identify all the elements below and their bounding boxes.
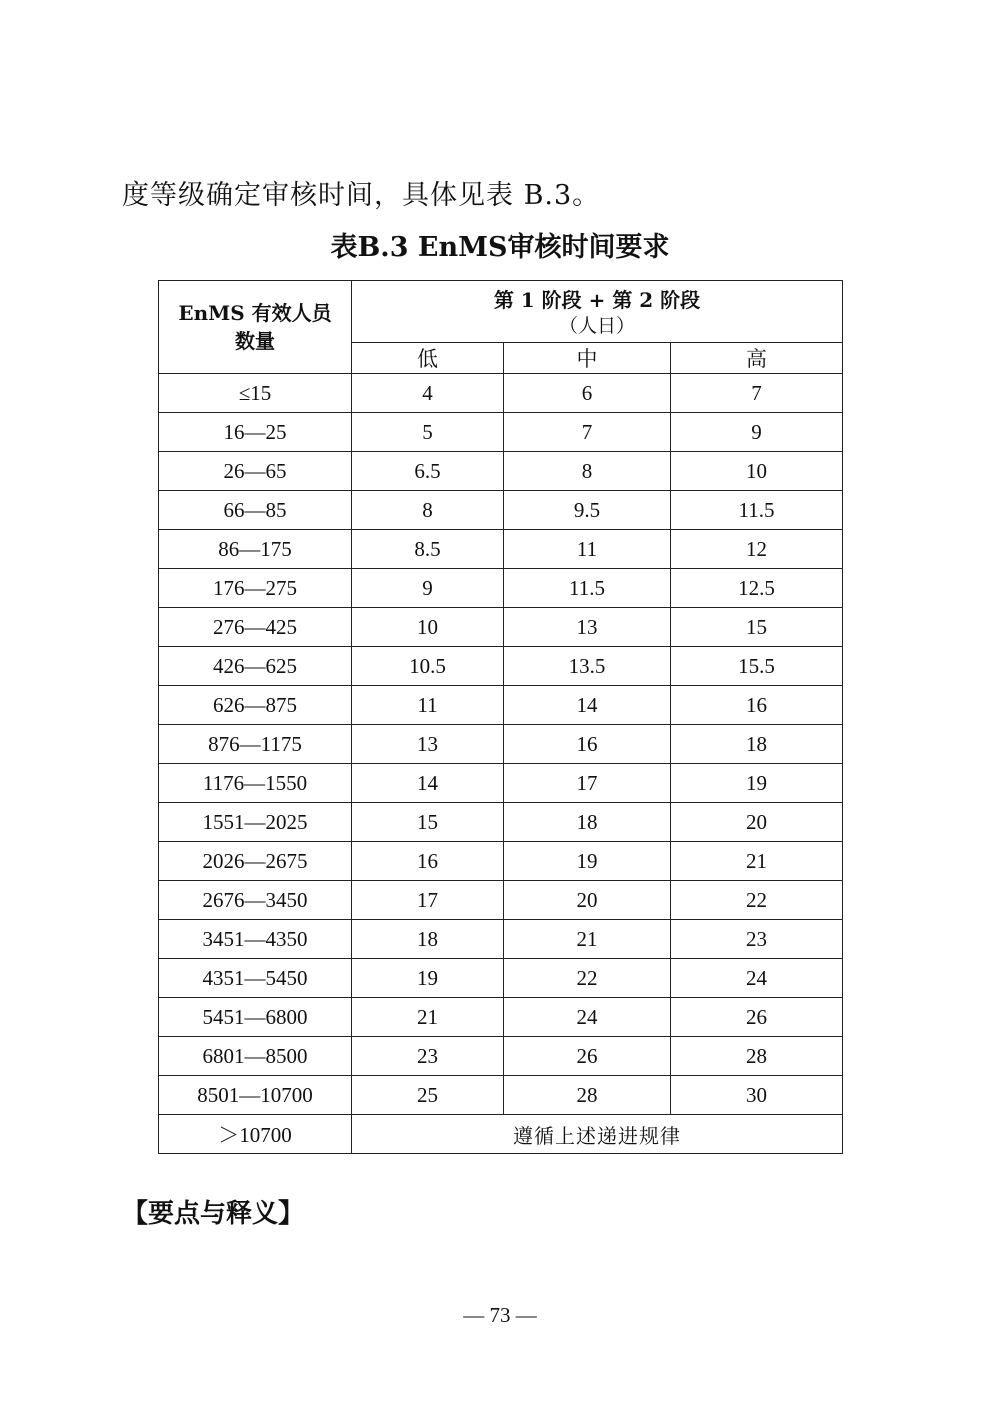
high-value-cell: 12	[671, 530, 843, 569]
table-row	[159, 725, 843, 764]
header-stage-label: 第 1 阶段 + 第 2 阶段	[493, 287, 701, 312]
mid-value-cell: 26	[504, 1037, 671, 1076]
mid-value-cell: 18	[504, 803, 671, 842]
low-value-cell: 11	[352, 686, 504, 725]
high-value-cell: 21	[671, 842, 843, 881]
section-heading: 【要点与释义】	[122, 1199, 305, 1229]
high-value-cell: 22	[671, 881, 843, 920]
header-row-1	[159, 281, 843, 343]
mid-value-cell: 14	[504, 686, 671, 725]
table-row	[159, 452, 843, 491]
staff-range-cell: 4351—5450	[159, 959, 352, 998]
page-number: — 73 —	[463, 1303, 537, 1327]
staff-range-cell: 66—85	[159, 491, 352, 530]
high-value-cell: 9	[671, 413, 843, 452]
staff-range-cell: 86—175	[159, 530, 352, 569]
staff-range-cell: ＞10700	[159, 1115, 352, 1154]
table-row	[159, 1037, 843, 1076]
staff-range-cell: 276—425	[159, 608, 352, 647]
high-value-cell: 10	[671, 452, 843, 491]
low-value-cell: 10.5	[352, 647, 504, 686]
low-value-cell: 23	[352, 1037, 504, 1076]
mid-value-cell: 20	[504, 881, 671, 920]
staff-range-cell: 3451—4350	[159, 920, 352, 959]
staff-range-cell: 876—1175	[159, 725, 352, 764]
staff-range-cell: 626—875	[159, 686, 352, 725]
high-value-cell: 7	[671, 374, 843, 413]
table-row	[159, 530, 843, 569]
header-stage-group	[352, 281, 843, 343]
mid-value-cell: 8	[504, 452, 671, 491]
table-row	[159, 842, 843, 881]
header-staff-count-line2: 数量	[235, 329, 275, 353]
table-row	[159, 569, 843, 608]
low-value-cell: 19	[352, 959, 504, 998]
mid-value-cell: 17	[504, 764, 671, 803]
high-value-cell: 19	[671, 764, 843, 803]
high-value-cell: 28	[671, 1037, 843, 1076]
table-row	[159, 1076, 843, 1115]
high-value-cell: 20	[671, 803, 843, 842]
mid-value-cell: 6	[504, 374, 671, 413]
table-row	[159, 686, 843, 725]
low-value-cell: 18	[352, 920, 504, 959]
header-level-low: 低	[352, 343, 504, 374]
table-row	[159, 413, 843, 452]
mid-value-cell: 22	[504, 959, 671, 998]
table-row	[159, 998, 843, 1037]
table-row	[159, 374, 843, 413]
low-value-cell: 15	[352, 803, 504, 842]
low-value-cell: 8.5	[352, 530, 504, 569]
low-value-cell: 8	[352, 491, 504, 530]
table-row	[159, 920, 843, 959]
high-value-cell: 26	[671, 998, 843, 1037]
high-value-cell: 30	[671, 1076, 843, 1115]
low-value-cell: 14	[352, 764, 504, 803]
low-value-cell: 6.5	[352, 452, 504, 491]
header-level-mid: 中	[504, 343, 671, 374]
table-row	[159, 491, 843, 530]
low-value-cell: 5	[352, 413, 504, 452]
mid-value-cell: 19	[504, 842, 671, 881]
audit-time-table	[158, 280, 843, 1154]
high-value-cell: 18	[671, 725, 843, 764]
table-row	[159, 608, 843, 647]
mid-value-cell: 13.5	[504, 647, 671, 686]
staff-range-cell: 5451—6800	[159, 998, 352, 1037]
high-value-cell: 23	[671, 920, 843, 959]
header-stage-unit: （人日）	[558, 314, 635, 337]
staff-range-cell: 8501—10700	[159, 1076, 352, 1115]
table-row	[159, 803, 843, 842]
staff-range-cell: 426—625	[159, 647, 352, 686]
table-row	[159, 959, 843, 998]
table-row	[159, 647, 843, 686]
table-row	[159, 881, 843, 920]
high-value-cell: 12.5	[671, 569, 843, 608]
staff-range-cell: 1551—2025	[159, 803, 352, 842]
staff-range-cell: 16—25	[159, 413, 352, 452]
high-value-cell: 16	[671, 686, 843, 725]
staff-range-cell: 6801—8500	[159, 1037, 352, 1076]
staff-range-cell: ≤15	[159, 374, 352, 413]
high-value-cell: 15.5	[671, 647, 843, 686]
high-value-cell: 11.5	[671, 491, 843, 530]
mid-value-cell: 13	[504, 608, 671, 647]
mid-value-cell: 7	[504, 413, 671, 452]
mid-value-cell: 28	[504, 1076, 671, 1115]
low-value-cell: 25	[352, 1076, 504, 1115]
staff-range-cell: 176—275	[159, 569, 352, 608]
header-level-high: 高	[671, 343, 843, 374]
high-value-cell: 15	[671, 608, 843, 647]
high-value-cell: 24	[671, 959, 843, 998]
mid-value-cell: 9.5	[504, 491, 671, 530]
staff-range-cell: 26—65	[159, 452, 352, 491]
header-staff-count	[159, 281, 352, 374]
low-value-cell: 10	[352, 608, 504, 647]
low-value-cell: 16	[352, 842, 504, 881]
mid-value-cell: 11	[504, 530, 671, 569]
staff-range-cell: 2026—2675	[159, 842, 352, 881]
low-value-cell: 13	[352, 725, 504, 764]
table-row	[159, 764, 843, 803]
header-staff-count-line1: EnMS 有效人员	[178, 301, 332, 325]
table-title: 表B.3 EnMS审核时间要求	[330, 232, 670, 263]
staff-range-cell: 2676—3450	[159, 881, 352, 920]
staff-range-cell: 1176—1550	[159, 764, 352, 803]
mid-value-cell: 11.5	[504, 569, 671, 608]
table-body	[159, 374, 843, 1154]
low-value-cell: 21	[352, 998, 504, 1037]
progression-note-cell: 遵循上述递进规律	[352, 1115, 843, 1154]
table-row-last	[159, 1115, 843, 1154]
table-header	[159, 281, 843, 374]
mid-value-cell: 24	[504, 998, 671, 1037]
low-value-cell: 9	[352, 569, 504, 608]
intro-paragraph: 度等级确定审核时间，具体见表 B.3。	[122, 180, 601, 211]
low-value-cell: 17	[352, 881, 504, 920]
mid-value-cell: 21	[504, 920, 671, 959]
mid-value-cell: 16	[504, 725, 671, 764]
low-value-cell: 4	[352, 374, 504, 413]
